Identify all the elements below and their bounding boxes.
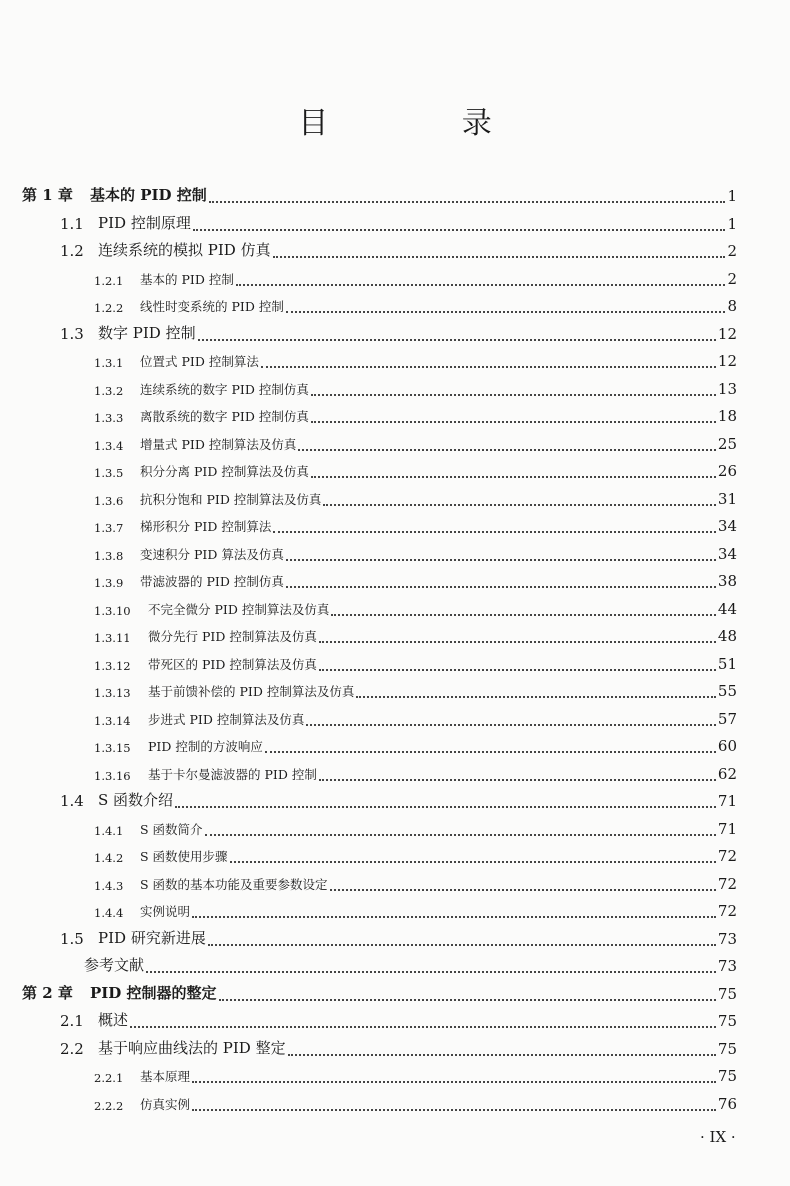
toc-entry	[94, 490, 737, 508]
toc-entry-number: 第 2 章	[22, 983, 73, 1002]
toc-entry-title: 带死区的 PID 控制算法及仿真	[148, 656, 317, 672]
toc-entry-title: 线性时变系统的 PID 控制	[140, 299, 284, 314]
toc-entry-page: 34	[717, 517, 737, 535]
toc-entry	[22, 184, 737, 205]
toc-entry-page: 1	[727, 214, 737, 233]
toc-entry-title: 带滤波器的 PID 控制仿真	[140, 574, 284, 589]
dot-leader	[311, 411, 716, 425]
toc-entry-title: 实例说明	[140, 904, 191, 919]
dot-leader	[319, 659, 716, 673]
toc-row	[0, 1004, 790, 1030]
toc-entry-number: 1.4.3	[94, 878, 124, 893]
dot-leader	[319, 769, 716, 783]
toc-row	[0, 1032, 790, 1058]
toc-row	[0, 179, 790, 205]
dot-leader	[306, 714, 716, 728]
toc-entry-title: 基于响应曲线法的 PID 整定	[98, 1038, 286, 1057]
toc-row	[0, 372, 790, 398]
toc-entry-page: 75	[717, 1012, 737, 1030]
toc-entry-title: 仿真实例	[140, 1096, 191, 1112]
toc-row	[0, 207, 790, 233]
dot-leader	[286, 549, 716, 563]
toc-entry-page: 2	[727, 269, 737, 288]
toc-row	[0, 619, 790, 645]
toc-entry-number: 2.2.1	[94, 1071, 124, 1085]
toc-entry	[94, 1067, 737, 1085]
dot-leader	[356, 686, 716, 700]
toc-row	[0, 757, 790, 783]
dot-leader	[265, 741, 716, 755]
toc-entry	[60, 1009, 737, 1030]
dot-leader	[273, 521, 716, 535]
toc-entry-page: 44	[717, 599, 737, 618]
toc-entry-title: 基本原理	[140, 1069, 191, 1084]
toc-entry	[94, 462, 737, 480]
toc-entry	[94, 352, 737, 370]
dot-leader	[298, 439, 716, 453]
toc-entry-title: PID 控制器的整定	[90, 983, 217, 1002]
toc-entry-page: 25	[717, 434, 737, 453]
toc-entry-title: S 函数使用步骤	[140, 849, 228, 864]
toc-entry	[60, 789, 737, 810]
toc-entry-title: PID 研究新进展	[98, 928, 206, 947]
toc-entry	[60, 927, 737, 948]
toc-entry	[94, 380, 737, 398]
toc-row	[0, 674, 790, 700]
dot-leader	[198, 329, 716, 343]
toc-entry-number: 2.1	[60, 1012, 84, 1030]
toc-entry-page: 72	[717, 902, 737, 920]
toc-row	[0, 647, 790, 673]
toc-entry-number: 1.1	[60, 214, 84, 233]
toc-row	[0, 922, 790, 948]
toc-entry	[94, 545, 737, 563]
toc-entry-page: 13	[717, 379, 737, 398]
toc-entry-number: 1.3.8	[94, 548, 124, 563]
toc-entry-title: 抗积分饱和 PID 控制算法及仿真	[140, 491, 322, 507]
toc-entry-page: 57	[717, 709, 737, 728]
toc-entry-number: 1.3.12	[94, 658, 131, 673]
toc-entry	[94, 435, 737, 453]
toc-entry-number: 1.5	[60, 929, 84, 948]
toc-entry-title: 不完全微分 PID 控制算法及仿真	[148, 601, 330, 617]
toc-entry-page: 71	[717, 792, 737, 810]
toc-entry-number: 1.2	[60, 242, 84, 260]
toc-entry-number: 1.3.9	[94, 576, 124, 590]
toc-entry-title: 积分分离 PID 控制算法及仿真	[140, 464, 309, 479]
dot-leader	[288, 1044, 716, 1058]
page-title: 目 录	[298, 106, 554, 141]
toc-entry	[94, 820, 737, 838]
toc-entry-page: 1	[727, 187, 737, 205]
toc-entry-page: 2	[727, 242, 737, 260]
toc-entry-page: 8	[727, 297, 737, 315]
toc-row	[0, 784, 790, 810]
toc-entry	[84, 954, 737, 975]
toc-entry	[94, 737, 737, 755]
toc-entry-title: PID 控制原理	[98, 213, 191, 232]
dot-leader	[192, 906, 716, 920]
toc-entry-title: 增量式 PID 控制算法及仿真	[140, 436, 297, 452]
toc-entry-page: 72	[717, 874, 737, 893]
toc-row	[0, 427, 790, 453]
toc-entry	[22, 982, 737, 1003]
toc-entry-page: 75	[717, 1067, 737, 1085]
toc-row	[0, 454, 790, 480]
toc-entry	[94, 407, 737, 425]
dot-leader	[286, 301, 726, 315]
toc-entry-number: 1.2.2	[94, 301, 124, 315]
dot-leader	[331, 604, 716, 618]
toc-entry-number: 1.3	[60, 324, 84, 343]
toc-entry	[94, 655, 737, 673]
dot-leader	[261, 356, 716, 370]
toc-row	[0, 1059, 790, 1085]
toc-row	[0, 894, 790, 920]
toc-row	[0, 344, 790, 370]
toc-entry-page: 76	[717, 1094, 737, 1113]
toc-entry	[94, 297, 737, 315]
toc-entry-title: 梯形积分 PID 控制算法	[140, 519, 272, 534]
toc-entry-number: 1.3.16	[94, 768, 131, 783]
toc-entry-title: 连续系统的数字 PID 控制仿真	[140, 381, 309, 397]
dot-leader	[230, 851, 716, 865]
toc-row	[0, 949, 790, 975]
toc-entry-title: 基于卡尔曼滤波器的 PID 控制	[148, 766, 317, 782]
toc-entry	[60, 239, 737, 260]
dot-leader	[323, 494, 716, 508]
toc-entry-number: 1.2.1	[94, 273, 124, 288]
toc-entry	[94, 710, 737, 728]
toc-entry-page: 60	[717, 737, 737, 755]
toc-entry-number: 1.3.14	[94, 713, 131, 728]
toc-row	[0, 509, 790, 535]
toc-row	[0, 1087, 790, 1113]
toc-entry	[94, 1095, 737, 1113]
toc-row	[0, 702, 790, 728]
toc-entry-number: 1.4	[60, 792, 84, 810]
dot-leader	[175, 796, 716, 810]
toc-entry-number: 1.3.13	[94, 686, 131, 700]
toc-entry-number: 1.3.6	[94, 493, 124, 508]
toc-entry	[94, 627, 737, 645]
toc-entry-number: 1.3.11	[94, 631, 131, 645]
toc-row	[0, 839, 790, 865]
toc-entry-title: 变速积分 PID 算法及仿真	[140, 546, 284, 562]
toc-entry-title: 概述	[98, 1011, 129, 1029]
toc-row	[0, 482, 790, 508]
toc-entry-title: 数字 PID 控制	[98, 323, 196, 342]
toc-row	[0, 537, 790, 563]
dot-leader	[273, 246, 726, 260]
dot-leader	[330, 879, 716, 893]
toc-row	[0, 289, 790, 315]
toc-row	[0, 317, 790, 343]
toc-entry-page: 12	[717, 352, 737, 370]
toc-entry-page: 48	[717, 627, 737, 645]
toc-entry	[60, 212, 737, 233]
toc-entry-page: 55	[717, 682, 737, 700]
dot-leader	[311, 466, 716, 480]
toc-row	[0, 262, 790, 288]
toc-entry	[60, 1037, 737, 1058]
toc-row	[0, 812, 790, 838]
dot-leader	[192, 1099, 716, 1113]
dot-leader	[236, 274, 726, 288]
dot-leader	[130, 1016, 716, 1030]
toc-entry-number: 1.3.10	[94, 603, 131, 618]
toc-entry	[94, 600, 737, 618]
toc-entry	[94, 847, 737, 865]
toc-entry	[94, 572, 737, 590]
toc-entry-title: 步进式 PID 控制算法及仿真	[148, 711, 305, 727]
dot-leader	[146, 961, 716, 975]
toc-entry-page: 18	[717, 407, 737, 425]
toc-entry	[94, 765, 737, 783]
toc-entry-page: 71	[717, 819, 737, 838]
toc-row	[0, 399, 790, 425]
toc-row	[0, 977, 790, 1003]
dot-leader	[209, 191, 726, 205]
dot-leader	[192, 1071, 716, 1085]
toc-row	[0, 592, 790, 618]
toc-entry	[94, 902, 737, 920]
toc-entry-page: 12	[717, 324, 737, 343]
dot-leader	[319, 631, 716, 645]
toc-entry-page: 73	[717, 957, 737, 975]
toc-entry-number: 第 1 章	[22, 186, 73, 204]
toc-entry-title: 基本的 PID 控制	[90, 186, 207, 204]
toc-entry-page: 75	[717, 984, 737, 1003]
toc-entry	[94, 270, 737, 288]
toc-entry-page: 31	[717, 489, 737, 508]
toc-entry-number: 1.4.1	[94, 823, 124, 838]
dot-leader	[286, 576, 716, 590]
toc-entry-page: 51	[717, 654, 737, 673]
toc-entry-title: 位置式 PID 控制算法	[140, 354, 259, 369]
toc-entry-title: S 函数介绍	[98, 791, 174, 809]
toc-entry-page: 34	[717, 544, 737, 563]
dot-leader	[311, 384, 716, 398]
toc-entry-number: 2.2	[60, 1039, 84, 1058]
toc-entry-page: 75	[717, 1039, 737, 1058]
toc-entry-number: 1.3.5	[94, 466, 124, 480]
dot-leader	[219, 989, 716, 1003]
toc-entry-number: 1.3.4	[94, 438, 124, 453]
toc-entry-page: 62	[717, 764, 737, 783]
toc-entry-number: 1.3.1	[94, 356, 124, 370]
toc-row	[0, 867, 790, 893]
toc-entry-number: 1.3.3	[94, 411, 124, 425]
toc-entry-title: 连续系统的模拟 PID 仿真	[98, 241, 271, 259]
page-number: · IX ·	[700, 1128, 736, 1146]
toc-entry	[94, 682, 737, 700]
toc-entry-title: 微分先行 PID 控制算法及仿真	[148, 629, 317, 644]
toc-entry-page: 73	[717, 929, 737, 948]
toc-entry-number: 1.3.7	[94, 521, 124, 535]
toc-entry-number: 1.4.4	[94, 906, 124, 920]
toc-entry-page: 72	[717, 847, 737, 865]
toc-row	[0, 564, 790, 590]
dot-leader	[208, 934, 716, 948]
dot-leader	[205, 824, 716, 838]
toc-entry-number: 1.4.2	[94, 851, 124, 865]
toc-entry-page: 38	[717, 572, 737, 590]
toc-entry	[94, 875, 737, 893]
toc-entry-title: 基本的 PID 控制	[140, 271, 234, 287]
toc-entry-number: 1.3.15	[94, 741, 131, 755]
toc-entry-number: 2.2.2	[94, 1098, 124, 1113]
toc-entry-title: PID 控制的方波响应	[148, 739, 263, 754]
toc-entry-title: 基于前馈补偿的 PID 控制算法及仿真	[148, 684, 355, 699]
toc-entry-number: 1.3.2	[94, 383, 124, 398]
toc-row	[0, 234, 790, 260]
toc-entry-title: 离散系统的数字 PID 控制仿真	[140, 409, 309, 424]
toc-entry-title: S 函数的基本功能及重要参数设定	[140, 876, 328, 892]
toc-entry-page: 26	[717, 462, 737, 480]
toc-entry-title: 参考文献	[84, 956, 145, 974]
toc-row	[0, 729, 790, 755]
toc-entry	[94, 517, 737, 535]
toc-entry-title: S 函数简介	[140, 821, 203, 837]
dot-leader	[193, 219, 726, 233]
toc-entry	[60, 322, 737, 343]
